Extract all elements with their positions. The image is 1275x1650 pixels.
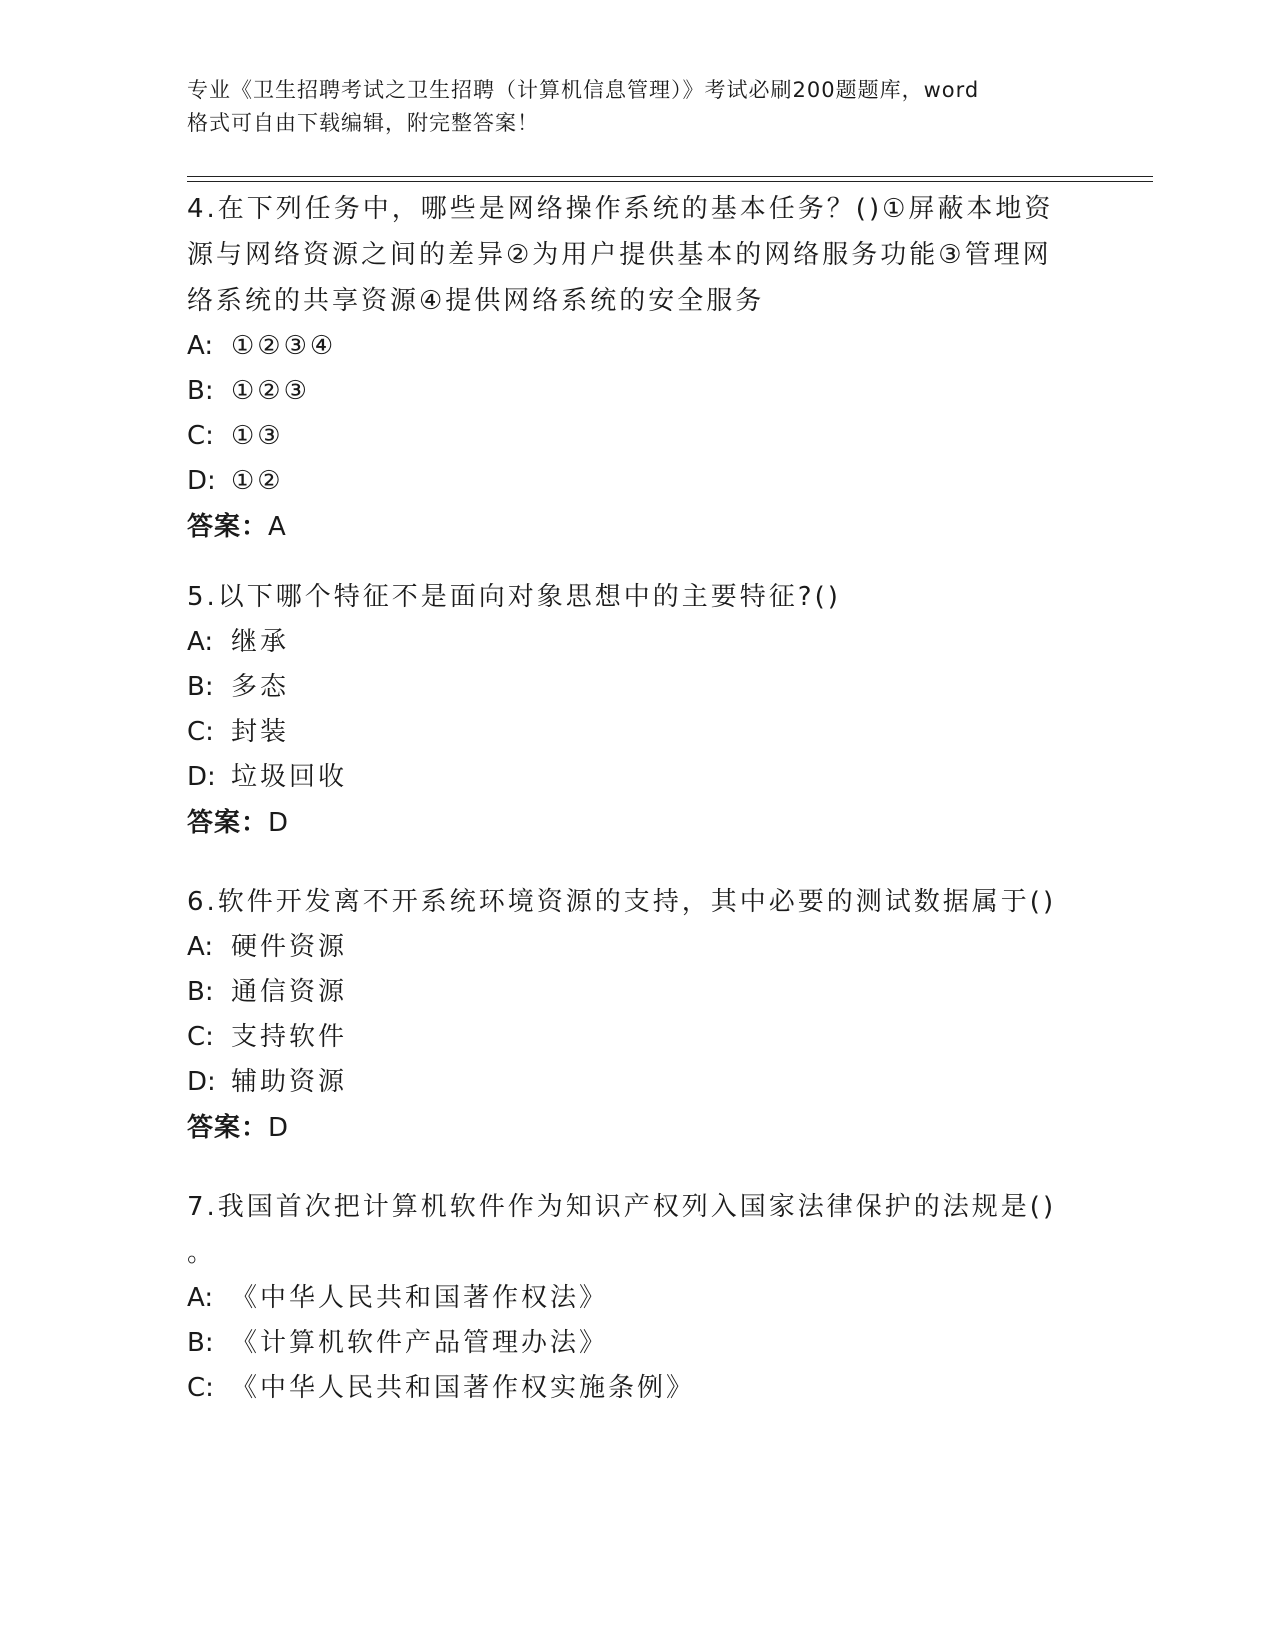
option-text: 支持软件: [231, 1022, 348, 1052]
option-c: [187, 1015, 1067, 1060]
option-label: C:: [187, 421, 214, 451]
option-label: B:: [187, 1328, 214, 1358]
question-stem-line: 4.在下列任务中，哪些是网络操作系统的基本任务？()①屏蔽本地资: [187, 194, 1054, 224]
question-stem-line: 5.以下哪个特征不是面向对象思想中的主要特征?(): [187, 582, 841, 612]
question-stem-line: 7.我国首次把计算机软件作为知识产权列入国家法律保护的法规是(): [187, 1192, 1057, 1222]
option-text: ①②③: [231, 376, 310, 406]
option-b: [187, 665, 1067, 710]
header-line-2: 格式可自由下载编辑，附完整答案！: [187, 111, 539, 135]
option-a: [187, 620, 1067, 665]
option-label: A:: [187, 1283, 214, 1313]
option-text: 通信资源: [231, 977, 348, 1007]
header-divider-bottom: [187, 181, 1153, 182]
option-label: B:: [187, 672, 214, 702]
option-label: D:: [187, 466, 216, 496]
option-c: [187, 414, 1067, 459]
option-text: 《计算机软件产品管理办法》: [231, 1328, 609, 1358]
option-b: [187, 970, 1067, 1015]
question-stem-line: 络系统的共享资源④提供网络系统的安全服务: [187, 286, 765, 316]
option-label: A:: [187, 627, 214, 657]
header-divider-top: [187, 176, 1153, 177]
option-a: [187, 925, 1067, 970]
option-text: 垃圾回收: [231, 762, 348, 792]
answer-label: 答案：: [187, 512, 269, 542]
option-a: [187, 324, 1067, 369]
option-label: D:: [187, 762, 216, 792]
answer-value: A: [268, 512, 287, 542]
document-header: [187, 74, 1087, 140]
option-label: C:: [187, 1373, 214, 1403]
question-5: [187, 574, 1067, 846]
option-label: B:: [187, 977, 214, 1007]
answer-line: [187, 800, 1067, 846]
option-text: 辅助资源: [231, 1067, 348, 1097]
option-d: [187, 459, 1067, 504]
answer-label: 答案：: [187, 808, 269, 838]
option-text: 《中华人民共和国著作权法》: [231, 1283, 609, 1313]
option-label: A:: [187, 331, 214, 361]
question-stem-line: 源与网络资源之间的差异②为用户提供基本的网络服务功能③管理网: [187, 240, 1052, 270]
option-text: 多态: [231, 672, 290, 702]
option-d: [187, 1060, 1067, 1105]
option-text: 封装: [231, 717, 290, 747]
question-7: [187, 1184, 1067, 1411]
option-text: ①②③④: [231, 331, 337, 361]
answer-value: D: [268, 808, 290, 838]
option-text: ①③: [231, 421, 284, 451]
option-label: B:: [187, 376, 214, 406]
answer-line: [187, 504, 1067, 550]
option-label: C:: [187, 717, 214, 747]
option-label: C:: [187, 1022, 214, 1052]
option-c: [187, 710, 1067, 755]
option-text: 《中华人民共和国著作权实施条例》: [231, 1373, 696, 1403]
option-label: A:: [187, 932, 214, 962]
answer-line: [187, 1105, 1067, 1151]
question-6: [187, 879, 1067, 1151]
question-4: [187, 186, 1067, 550]
option-c: [187, 1366, 1067, 1411]
option-b: [187, 369, 1067, 414]
question-stem-line: 6.软件开发离不开系统环境资源的支持，其中必要的测试数据属于(): [187, 887, 1057, 917]
question-stem-line: 。: [187, 1238, 217, 1268]
option-a: [187, 1276, 1067, 1321]
option-b: [187, 1321, 1067, 1366]
option-label: D:: [187, 1067, 216, 1097]
option-text: 继承: [231, 627, 290, 657]
header-line-1: 专业《卫生招聘考试之卫生招聘（计算机信息管理）》考试必刷200题题库，word: [187, 78, 980, 102]
option-text: ①②: [231, 466, 284, 496]
option-d: [187, 755, 1067, 800]
answer-label: 答案：: [187, 1113, 269, 1143]
option-text: 硬件资源: [231, 932, 348, 962]
answer-value: D: [268, 1113, 290, 1143]
